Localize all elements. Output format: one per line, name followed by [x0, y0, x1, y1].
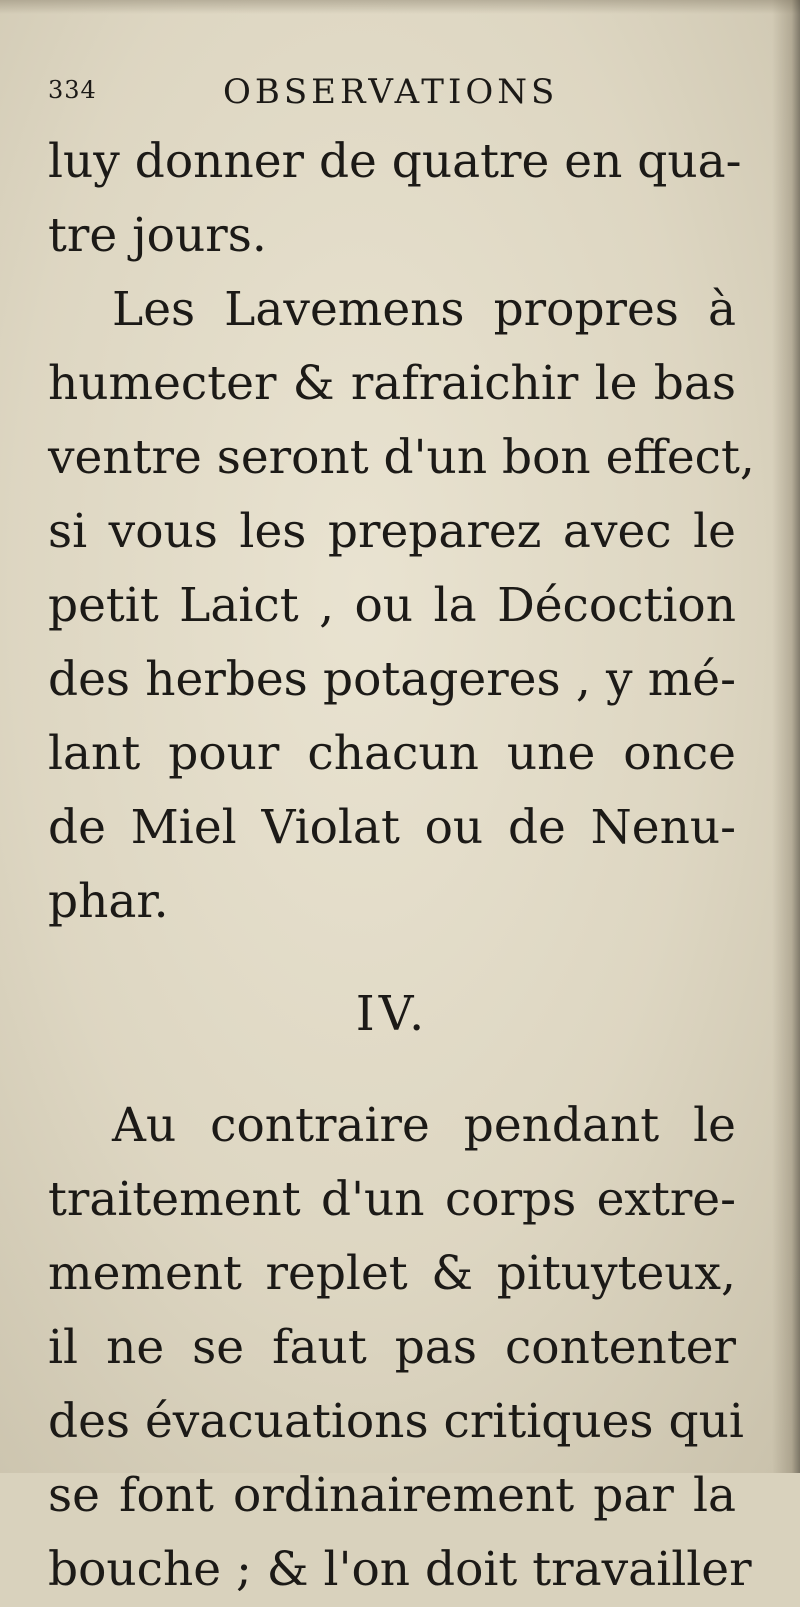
text-line: traitement d'un corps extre-	[48, 1172, 736, 1227]
text-line: des herbes potageres , y mé-	[48, 652, 736, 707]
text-line: se font ordinairement par la	[48, 1468, 736, 1523]
page-header	[48, 72, 748, 122]
page-number: 334	[48, 76, 97, 104]
text-line: phar.	[48, 874, 169, 929]
running-head: OBSERVATIONS	[223, 72, 559, 112]
text-block	[48, 125, 755, 1607]
text-line: ventre seront d'un bon effect,	[48, 430, 755, 485]
text-line: mement replet & pituyteux,	[48, 1246, 736, 1301]
text-line: de Miel Violat ou de Nenu-	[48, 800, 736, 855]
text-line: Au contraire pendant le	[112, 1098, 736, 1153]
text-line: luy donner de quatre en qua-	[48, 134, 742, 189]
text-line: humecter & rafraichir le bas	[48, 356, 736, 411]
text-line: des évacuations critiques qui	[48, 1394, 744, 1449]
page-edge-shadow	[772, 0, 800, 1473]
section-heading: IV.	[355, 986, 429, 1042]
page-top-shadow	[0, 0, 800, 14]
text-line: tre jours.	[48, 208, 267, 263]
text-line: Les Lavemens propres à	[112, 282, 736, 337]
text-line: il ne se faut pas contenter	[48, 1320, 736, 1375]
text-line: si vous les preparez avec le	[48, 504, 736, 559]
text-line: bouche ; & l'on doit travailler	[48, 1542, 752, 1597]
text-line: petit Laict , ou la Décoction	[48, 578, 736, 633]
text-line: lant pour chacun une once	[48, 726, 736, 781]
